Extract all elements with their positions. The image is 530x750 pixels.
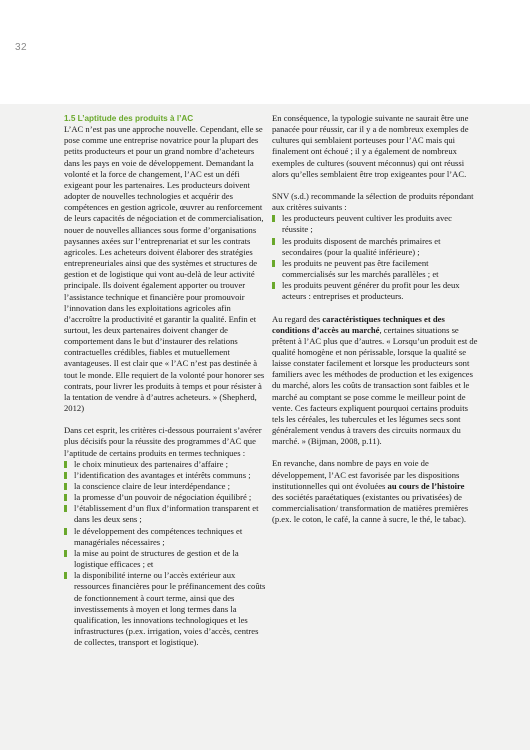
section-title: 1.5 L’aptitude des produits à l’AC bbox=[64, 114, 194, 123]
left-paragraph-2: Dans cet esprit, les critères ci-dessous pourraient s’avérer plus décisifs pour la réussite des programmes d’AC que l’aptitude de certains produits en termes techniques : bbox=[64, 425, 262, 458]
right-criteria-list bbox=[272, 213, 478, 302]
list-item: l’établissement d’un flux d’information transparent et dans les deux sens ; bbox=[64, 503, 267, 525]
right-paragraph-2: SNV (s.d.) recommande la sélection de produits répondant aux critères suivants : bbox=[272, 190, 474, 213]
text-run: En revanche, dans nombre de pays en voie de développement, l’AC est favorisée par les dispositions institutionnelles qui ont évoluées bbox=[272, 458, 460, 491]
bold-text: caractéristiques techniques et des conditions d’accès au marché bbox=[272, 313, 445, 335]
list-item: la promesse d’un pouvoir de négociation équilibré ; bbox=[64, 492, 267, 503]
left-criteria-list bbox=[64, 459, 267, 649]
list-item: les produits ne peuvent pas être facilement commercialisés sur les marchés parallèles ; et bbox=[272, 258, 478, 280]
list-item: la mise au point de structures de gestion et de la logistique efficaces ; et bbox=[64, 548, 267, 570]
right-column bbox=[272, 113, 478, 536]
page-number: 32 bbox=[15, 42, 28, 53]
list-item: les produits disposent de marchés primaires et secondaires (pour la qualité inférieure) ; bbox=[272, 236, 478, 258]
list-item: le choix minutieux des partenaires d’affaire ; bbox=[64, 459, 267, 470]
text-run: des sociétés paraétatiques (existantes ou privatisées) de commercialisation/ transformation de matières premières (p.ex. le coton, le café, la canne à sucre, le thé, le tabac). bbox=[272, 491, 469, 525]
text-run: Au regard des bbox=[272, 313, 323, 324]
bold-text: au cours de l’histoire bbox=[387, 480, 465, 491]
list-item: la conscience claire de leur interdépendance ; bbox=[64, 481, 267, 492]
list-item: les produits peuvent générer du profit pour les deux acteurs : entreprises et producteurs. bbox=[272, 280, 478, 302]
list-item: la disponibilité interne ou l’accès extérieur aux ressources financières pour le préfinancement des coûts de fonctionnement à court terme, ainsi que des investissements à moyen et long termes dans la qualification, les innovations technologiques et les infrastructures (p.ex. irrigation, voies d’accès, centres de collectes, transport et logistique). bbox=[64, 570, 267, 648]
right-paragraph-4 bbox=[272, 458, 478, 525]
text-run: , certaines situations se prêtent à l’AC plus que d’autres. « Lorsqu’un produit est de qualité homogène et non périssable, lorsque la qualité se laisse constater facilement et lorsque les producteurs sont familiers avec les méthodes de production et les exigences du marché, alors les coûts de transaction sont faibles et le marché au comptant se pose comme le meilleur point de vente. Ces facteurs expliquent pourquoi certains produits tels les céréales, les tubercules et les légumes secs sont généralement vendus à travers des circuits normaux du marché. » (Bijman, 2008, p.11). bbox=[272, 324, 478, 447]
list-item: l’identification des avantages et intérêts communs ; bbox=[64, 470, 267, 481]
right-paragraph-3 bbox=[272, 314, 478, 448]
right-paragraph-1: En conséquence, la typologie suivante ne saurait être une panacée pour réussir, car il y a de nombreux exemples de cultures qui semblaient porteuses pour l’AC mais qui finalement ont échoué ; il y a également de nombreux exemples de cultures (souvent méconnus) qui ont réussi alors qu’elles semblaient être trop exigeantes pour l’AC. bbox=[272, 113, 469, 179]
left-paragraph-1: L’AC n’est pas une approche nouvelle. Cependant, elle se pose comme une entreprise novatrice pour la plupart des petits producteurs et pour un grand nombre d’acheteurs dans les pays en voie de développement. Demandant la volonté et la force de changement, l’AC est un défi exigeant pour les partenaires. Les producteurs doivent adopter de nouvelles technologies et acquérir des compétences en gestion agricole, œuvrer au renforcement de leurs capacités de négociation et de commercialisation, nouer de nouvelles alliances sous forme d’organisations paysannes axées sur l’entreprenariat et sur les contrats agricoles. Les acheteurs doivent élaborer des stratégies entrepreneuriales ainsi que des systèmes et structures de gestion et de logistique qui vont au-delà de leur activité principale. Ils doivent également apporter ou trouver l’assistance technique et financière pour promouvoir l’innovation dans les exploitations agricoles afin d’accroître la productivité et garantir la qualité. Enfin et surtout, les deux partenaires doivent changer de comportement dans le but d’instaurer des relations contractuelles crédibles, fiables et mutuellement avantageuses. Il est clair que « l’AC n’est pas destinée à tout le monde. Elle requiert de la volonté pour honorer ses contrats, pour livrer les produits à temps et pour résister à la tentation de vendre à d’autres acheteurs. » (Shepherd, 2012) bbox=[64, 124, 265, 414]
page-header bbox=[0, 0, 530, 104]
list-item: le développement des compétences techniques et managériales nécessaires ; bbox=[64, 526, 267, 548]
left-column bbox=[64, 113, 267, 659]
page-body bbox=[0, 104, 530, 750]
list-item: les producteurs peuvent cultiver les produits avec réussite ; bbox=[272, 213, 478, 235]
